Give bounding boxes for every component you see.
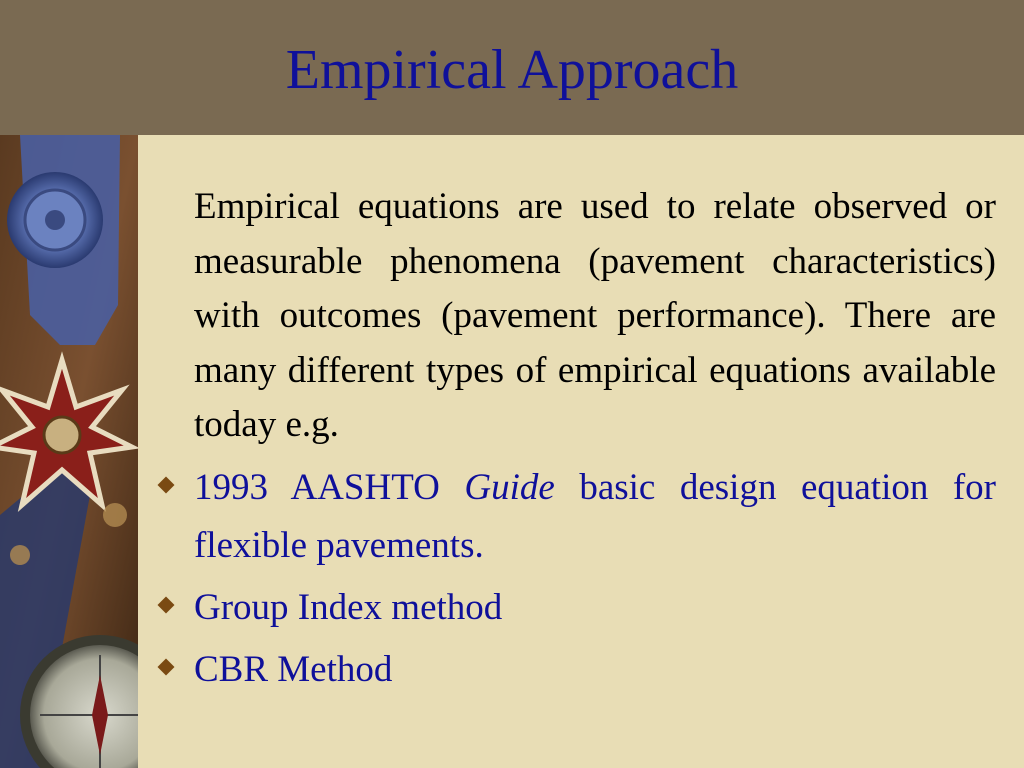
- bullet-list: [160, 459, 996, 699]
- slide-title: Empirical Approach: [285, 39, 739, 101]
- bullet-text: Group Index method: [194, 586, 503, 628]
- decorative-medal-photo: [0, 135, 138, 768]
- intro-paragraph: Empirical equations are used to relate observed or measurable phenomena (pavement characteristics) with outcomes (pavement performance). There are many different types of empirical equations available today e.g.: [194, 186, 996, 445]
- slide-body: [160, 180, 996, 703]
- diamond-bullet-icon: [158, 596, 175, 613]
- bullet-item-aashto: [160, 459, 996, 575]
- bullet-item-cbr: [160, 641, 996, 699]
- bullet-text-post: basic design equation for flexible pavements.: [194, 466, 997, 566]
- diamond-bullet-icon: [158, 658, 175, 675]
- bullet-text: CBR Method: [194, 648, 393, 690]
- bullet-text-emphasis: Guide: [464, 466, 555, 508]
- diamond-bullet-icon: [158, 476, 175, 493]
- bullet-text-pre: 1993 AASHTO: [194, 466, 465, 508]
- bullet-item-group-index: [160, 579, 996, 637]
